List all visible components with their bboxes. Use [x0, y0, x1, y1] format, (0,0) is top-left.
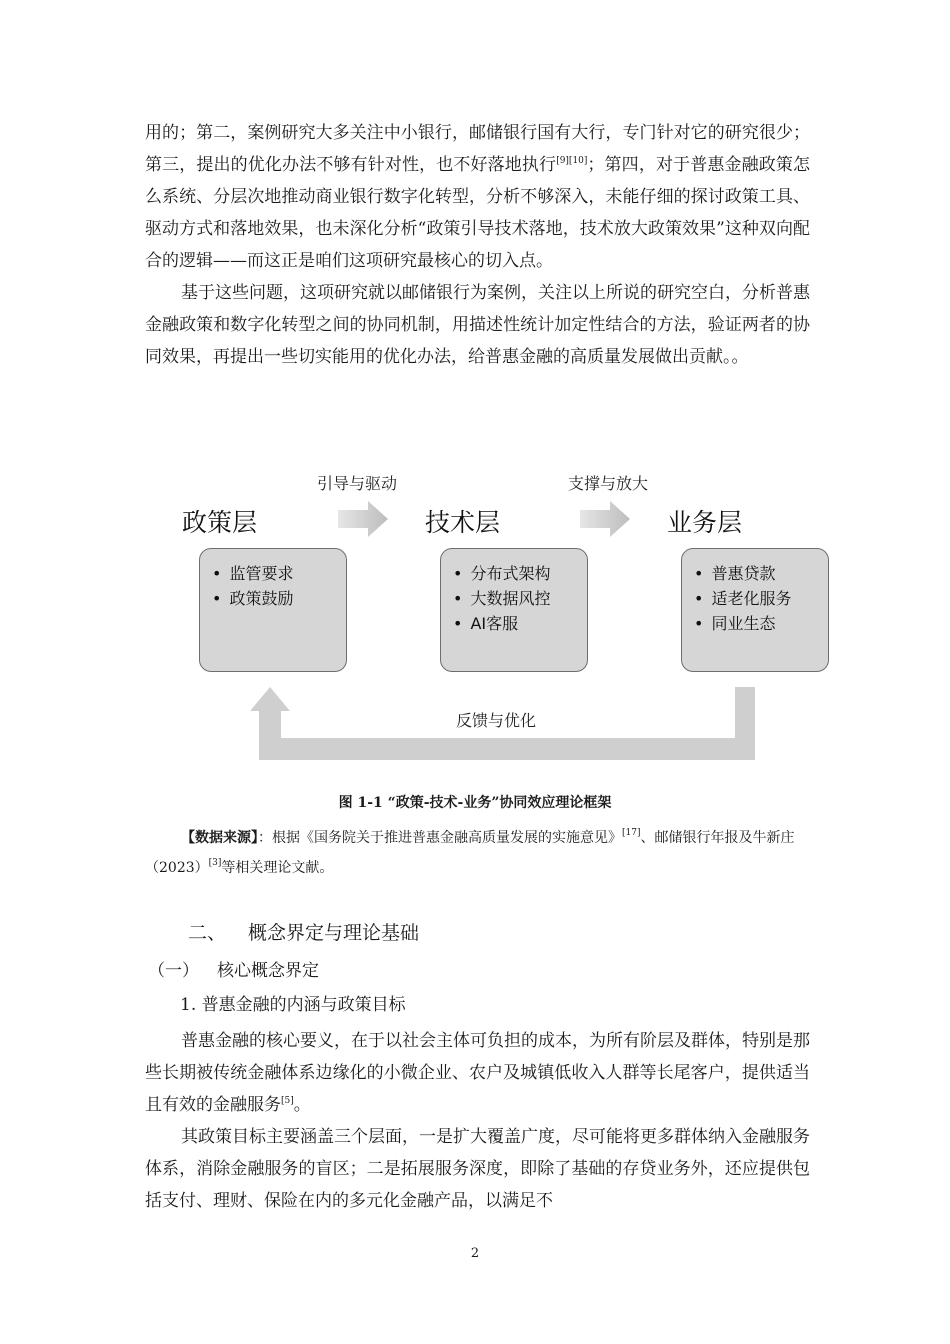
list-item: • 大数据风控 [453, 586, 587, 611]
body-text-bottom [145, 1025, 810, 1217]
list-item: • 适老化服务 [694, 586, 828, 611]
list-item: • 监管要求 [212, 561, 346, 586]
layer-title-tech: 技术层 [425, 508, 501, 537]
page-number: 2 [470, 1246, 480, 1261]
subsubsection-heading: 1. 普惠金融的内涵与政策目标 [180, 995, 406, 1015]
paragraph: 其政策目标主要涵盖三个层面，一是扩大覆盖广度，尽可能将更多群体纳入金融服务体系，消除金融服务的盲区；二是拓展服务深度，即除了基础的存贷业务外，还应提供包括支付、理财、保险在内的多元化金融产品，以满足不 [145, 1127, 810, 1211]
paragraph: 基于这些问题，这项研究就以邮储银行为案例，关注以上所说的研究空白，分析普惠金融政策和数字化转型之间的协同机制，用描述性统计加定性结合的方法，验证两者的协同效果，再提出一些切实能用的优化办法，给普惠金融的高质量发展做出贡献。。 [145, 283, 810, 367]
source-label: 【数据来源】 [181, 830, 258, 846]
layer-box-policy [199, 548, 347, 672]
figure-source: 【数据来源】：根据《国务院关于推进普惠金融高质量发展的实施意见》[17]、邮储银行年报及牛新庄（2023）[3]等相关理论文献。 [145, 828, 795, 876]
arrow-label-support: 支撑与放大 [568, 474, 649, 493]
layer-title-business: 业务层 [667, 508, 743, 537]
feedback-label: 反馈与优化 [456, 711, 537, 730]
citation: [9][10] [556, 156, 588, 166]
body-text-top [145, 117, 810, 373]
layer-box-tech [440, 548, 588, 672]
arrow-label-guide: 引导与驱动 [317, 474, 398, 493]
citation: [17] [622, 828, 641, 838]
framework-figure [0, 455, 950, 775]
right-arrow-icon [580, 501, 630, 537]
subsection-heading: （一） 核心概念界定 [148, 961, 319, 981]
right-arrow-icon [338, 501, 388, 537]
list-item: • 分布式架构 [453, 561, 587, 586]
layer-box-business [681, 548, 829, 672]
section-heading: 二、 概念界定与理论基础 [188, 922, 420, 944]
citation: [5] [281, 1096, 294, 1106]
paragraph: 用的；第二，案例研究大多关注中小银行，邮储银行国有大行，专门针对它的研究很少；第三，提出的优化办法不够有针对性，也不好落地执行[9][10]；第四，对于普惠金融政策怎么系统、分层次地推动商业银行数字化转型，分析不够深入，未能仔细的探讨政策工具、驱动方式和落地效果，也未深化分析“政策引导技术落地，技术放大政策效果”这种双向配合的逻辑——而这正是咱们这项研究最核心的切入点。 [145, 123, 811, 271]
paragraph: 普惠金融的核心要义，在于以社会主体可负担的成本，为所有阶层及群体，特别是那些长期被传统金融体系边缘化的小微企业、农户及城镇低收入人群等长尾客户，提供适当且有效的金融服务[5]。 [145, 1031, 810, 1115]
layer-title-policy: 政策层 [182, 508, 258, 537]
list-item: • 同业生态 [694, 611, 828, 636]
figure-caption: 图 1-1 “政策-技术-业务”协同效应理论框架 [338, 795, 612, 811]
list-item: • AI客服 [453, 611, 587, 636]
citation: [3] [208, 858, 222, 868]
list-item: • 普惠贷款 [694, 561, 828, 586]
list-item: • 政策鼓励 [212, 586, 346, 611]
